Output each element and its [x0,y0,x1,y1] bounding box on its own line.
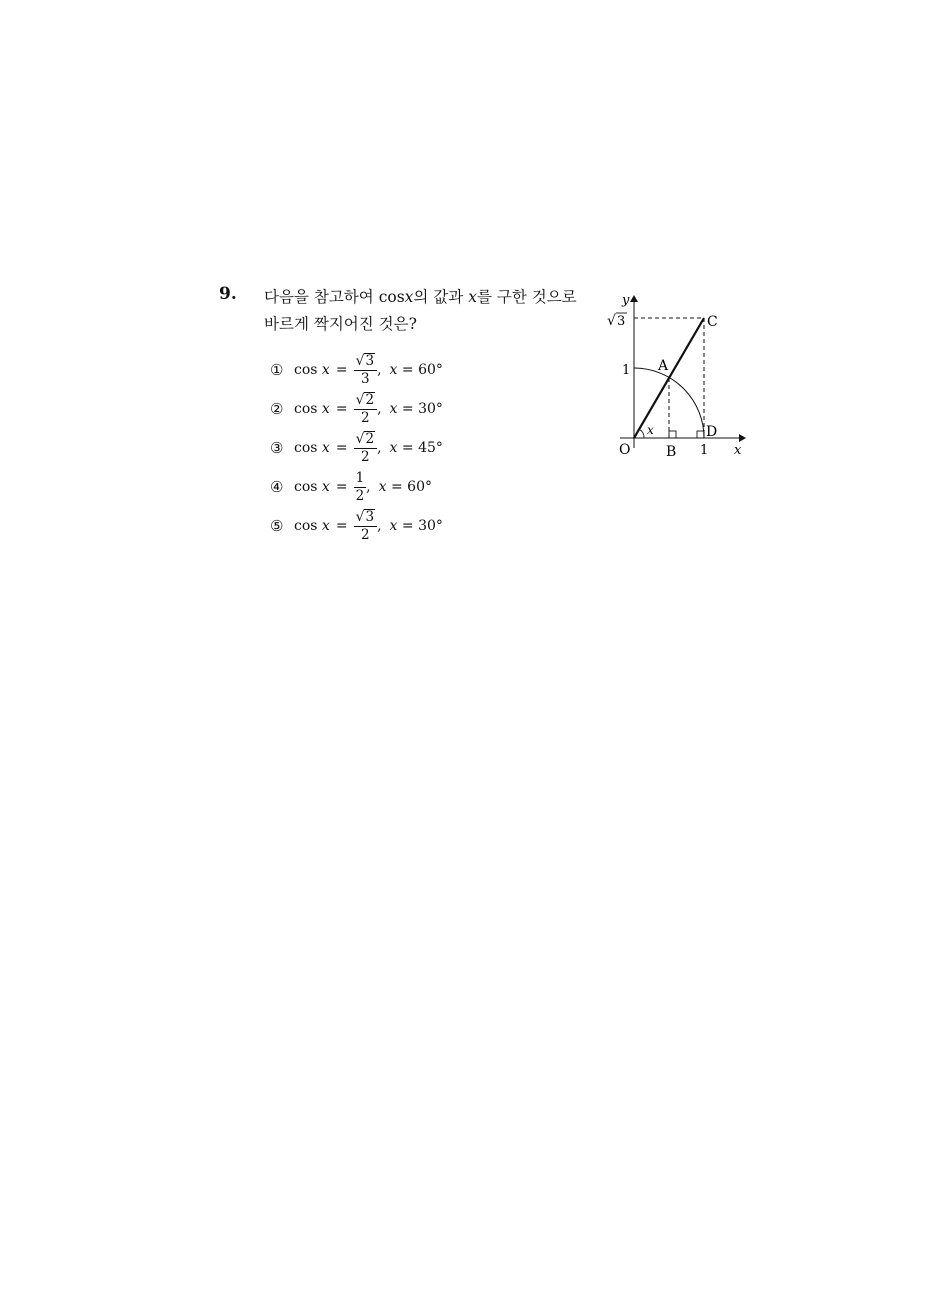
sqrt-symbol: √ 3 [355,508,375,525]
label-point-d: D [706,424,718,440]
angle-expr: x = 60° [378,478,432,495]
stem-text-b: 의 값과 [413,288,464,306]
angle-expr: x = 45° [389,439,443,456]
label-point-a: A [658,358,669,374]
question-number: 9. [219,284,237,304]
stem-text-a: 다음을 참고하여 [264,288,374,306]
unit-circle-figure [600,288,760,468]
sqrt-symbol: √ 2 [355,430,375,447]
label-y-axis: y [622,293,630,308]
answer-choices [270,350,443,545]
stem-var-2: x [468,288,477,306]
cos-expr: cos x [294,439,330,456]
choice-5[interactable]: ⑤ cos x = √ 3 2 , x = 30° [270,508,443,543]
label-x-axis: x [734,443,742,458]
choice-4[interactable]: ④ cos x = $\frac{1}{2}$ , x = 60° [270,469,432,504]
choice-1[interactable]: ① cos x = √ 3 3 , x = 60° [270,352,443,387]
label-one-y: 1 [622,363,631,378]
equals-sign: = [335,400,348,417]
cos-expr: cos x [294,517,330,534]
question-stem [264,284,604,338]
stem-text-c: 를 구한 것으로 [476,288,577,306]
choice-3[interactable]: ③ cos x = √ 2 2 , x = 45° [270,430,443,465]
fraction: √ 2 2 [354,392,378,426]
stem-cos: cos [378,288,405,306]
angle-expr: x = 30° [389,400,443,417]
equals-sign: = [335,517,348,534]
cos-expr: cos x [294,361,330,378]
label-sqrt-radical: √ [607,313,616,329]
choice-marker: ① [270,360,284,379]
choice-marker: ⑤ [270,516,284,535]
figure-svg [600,288,760,468]
angle-expr: x = 60° [389,361,443,378]
fraction: √ 2 2 [354,431,378,465]
right-angle-mark-d [697,431,704,438]
choice-2[interactable]: ② cos x = √ 2 2 , x = 30° [270,391,443,426]
cos-expr: cos x [294,400,330,417]
label-sqrt3: 3 [617,314,626,329]
stem-var: x [404,288,414,306]
fraction: $\frac{1}{2}$ [355,469,365,504]
right-angle-mark-b [669,431,676,438]
choice-marker: ③ [270,438,284,457]
label-point-b: B [666,444,677,460]
sqrt-symbol: √ 2 [355,391,375,408]
stem-line-2: 바르게 짝지어진 것은? [264,315,417,333]
sqrt-symbol: √ 3 [355,352,375,369]
cos-expr: cos x [294,478,330,495]
label-angle-x: x [647,423,654,437]
label-origin: O [619,442,631,458]
choice-marker: ② [270,399,284,418]
angle-expr: x = 30° [389,517,443,534]
angle-arc [639,429,644,438]
label-point-c: C [707,314,718,330]
equals-sign: = [335,361,348,378]
fraction: √ 3 3 [354,353,378,387]
equals-sign: = [335,439,348,456]
stem-line-1 [264,284,604,311]
label-one-x: 1 [700,443,709,458]
fraction: √ 3 2 [354,509,378,543]
equals-sign: = [335,478,348,495]
choice-marker: ④ [270,477,284,496]
